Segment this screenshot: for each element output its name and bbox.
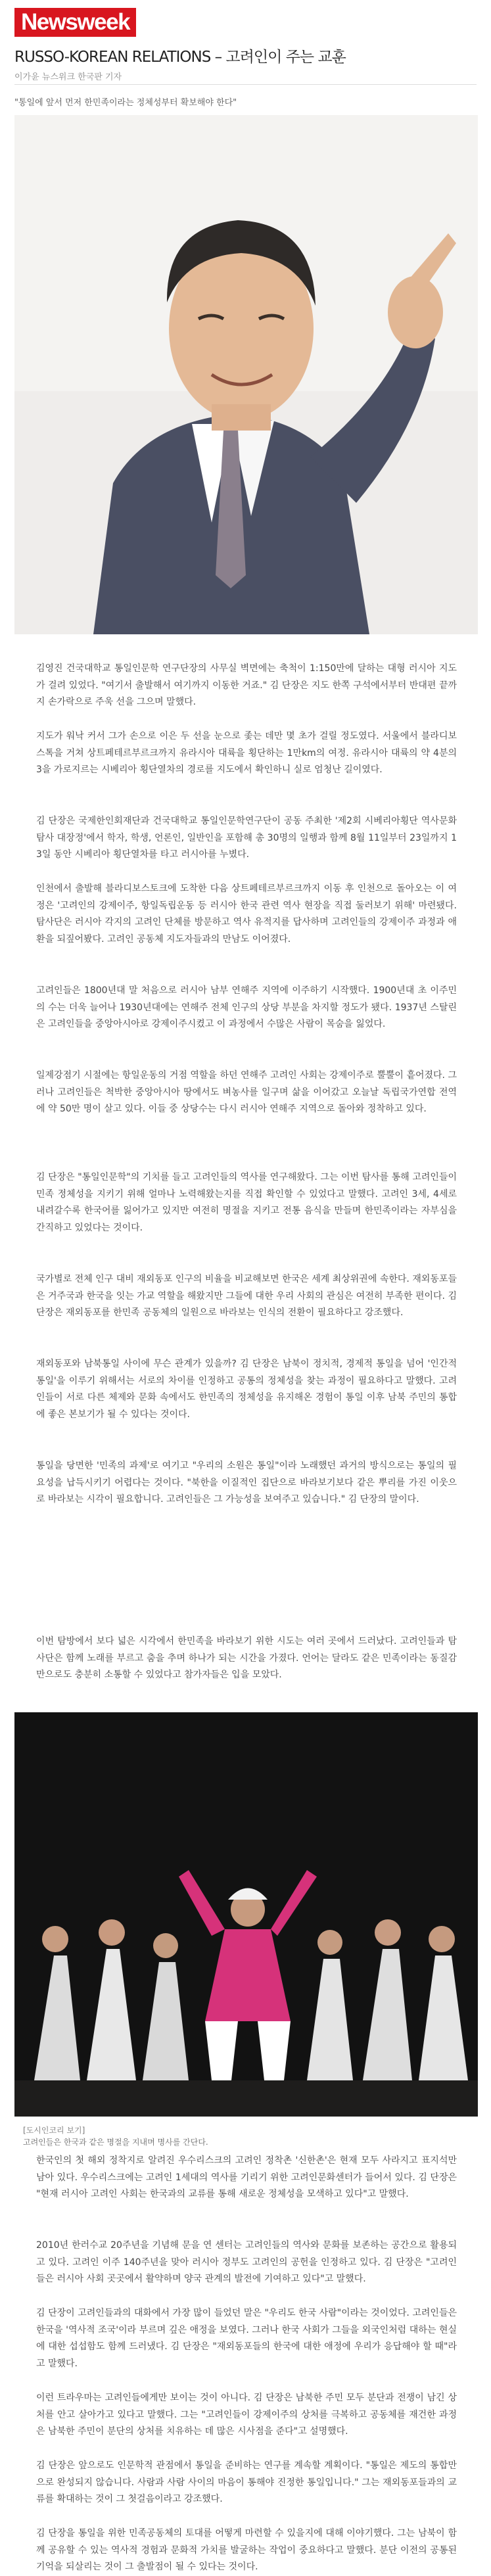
paragraph: 인천에서 출발해 블라디보스토크에 도착한 다음 상트페테르부르크까지 이동 후 인천으로 돌아오는 이 여정은 '고려인의 강제이주, 항일독립운동 등 러시아 한국 관련 역사 현장을 직접 둘러보기 위해' 마련됐다. 탐사단은 러시아 각지의 고려인 단체를 방문하고 역사 유적지를 답사하며 고려인들의 강제이주 과정과 애환을 되짚어봤다. 고려인 공동체 지도자들과의 만남도 이어졌다. <box>36 883 457 945</box>
paragraph: 김영진 건국대학교 통일인문학 연구단장의 사무실 벽면에는 축척이 1:150만에 달하는 대형 러시아 지도가 걸려 있었다. "여기서 출발해서 여기까지 이동한 거죠." 김 단장은 지도 한쪽 구석에서부터 반대편 끝까지 손가락으로 주욱 선을 그으며 말했다. <box>36 663 457 708</box>
paragraph: 2010년 한러수교 20주년을 기념해 문을 연 센터는 고려인들의 역사와 문화를 보존하는 공간으로 활용되고 있다. 고려인 이주 140주년을 맞아 러시아 정부도 고려인의 공헌을 인정하고 있다. 김 단장은 "고려인들은 러시아 사회 곳곳에서 활약하며 양국 관계의 발전에 기여하고 있다"고 말했다. <box>36 2240 457 2285</box>
performance-illustration <box>14 1712 478 2117</box>
paragraph: 고려인들은 1800년대 말 처음으로 러시아 남부 연해주 지역에 이주하기 시작했다. 1900년대 초 이주민의 수는 더욱 늘어나 1930년대에는 연해주 전체 인구의 상당 부분을 차지할 정도가 됐다. 1937년 스탈린은 고려인들을 중앙아시아로 강제이주시켰고 이 과정에서 수많은 사람이 목숨을 잃었다. <box>36 985 457 1030</box>
newsweek-logo[interactable]: Newsweek <box>14 8 136 37</box>
paragraph: 김 단장이 고려인들과의 대화에서 가장 많이 들었던 말은 "우리도 한국 사람"이라는 것이었다. 고려인들은 한국을 '역사적 조국'이라 부르며 깊은 애정을 보였다. 그러나 한국 사회가 그들을 외국인처럼 대하는 현실에 대한 섭섭함도 함께 드러냈다. 김 단장은 "재외동포들의 한국에 대한 애정에 우리가 응답해야 할 때"라고 말했다. <box>36 2308 457 2370</box>
paragraph: 이번 탐방에서 보다 넓은 시각에서 한민족을 바라보기 위한 시도는 여러 곳에서 드러났다. 고려인들과 탐사단은 함께 노래를 부르고 춤을 추며 하나가 되는 시간을 가졌다. 언어는 달라도 같은 민족이라는 동질감만으로도 충분히 소통할 수 있었다고 참가자들은 입을 모았다. <box>36 1636 457 1681</box>
paragraph: 김 단장을 통일을 위한 민족공동체의 토대를 어떻게 마련할 수 있을지에 대해 이야기했다. 그는 남북이 함께 공유할 수 있는 역사적 경험과 문화적 가치를 발굴하는 작업이 중요하다고 말했다. 분단 이전의 공통된 기억을 되살리는 것이 그 출발점이 될 수 있다는 것이다. <box>36 2528 457 2573</box>
paragraph: 지도가 워낙 커서 그가 손으로 이은 두 선을 눈으로 좇는 데만 몇 초가 걸릴 정도였다. 서울에서 블라디보스톡을 거쳐 상트페테르부르크까지 유라시아 대륙을 횡단하는 1만km의 여정. 유라시아 대륙의 약 4분의 3을 가로지르는 시베리아 횡단열차의 경로를 지도에서 확인하니 실로 엄청난 길이였다. <box>36 731 457 776</box>
paragraph: 김 단장은 "통일인문학"의 기치를 들고 고려인들의 역사를 연구해왔다. 그는 이번 탐사를 통해 고려인들이 민족 정체성을 지키기 위해 얼마나 노력해왔는지를 직접 확인할 수 있었다고 말했다. 고려인 3세, 4세로 내려갈수록 한국어를 잃어가고 있지만 여전히 명절을 지키고 전통 음식을 만들며 한민족이라는 자부심을 간직하고 있었다는 것이다. <box>36 1172 457 1234</box>
divider <box>14 84 477 85</box>
performance-photo <box>14 1712 478 2117</box>
paragraph: 일제강점기 시절에는 항일운동의 거점 역할을 하던 연해주 고려인 사회는 강제이주로 뿔뿔이 흩어졌다. 그러나 고려인들은 척박한 중앙아시아 땅에서도 벼농사를 일구며 삶을 이어갔고 오늘날 독립국가연합 전역에 약 50만 명이 살고 있다. 이들 중 상당수는 다시 러시아 연해주 지역으로 돌아와 정착하고 있다. <box>36 1070 457 1115</box>
article-headline: RUSSO-KOREAN RELATIONS – 고려인이 주는 교훈 <box>14 49 346 66</box>
photo-caption <box>23 2124 208 2148</box>
portrait-photo <box>14 115 478 634</box>
paragraph: 김 단장은 국제한인회재단과 건국대학교 통일인문학연구단이 공동 주최한 '제2회 시베리아횡단 역사문화 탐사 대장정'에서 학자, 학생, 언론인, 일반인을 포함해 총 30명의 일행과 함께 8월 11일부터 23일까지 13일 동안 시베리아 횡단열차를 타고 러시아를 누볐다. <box>36 816 457 860</box>
byline: 이가윤 뉴스위크 한국판 기자 <box>14 72 122 82</box>
paragraph: 재외동포와 남북통일 사이에 무슨 관계가 있을까? 김 단장은 남북이 정치적, 경제적 통일을 넘어 '인간적 통일'을 이루기 위해서는 서로의 차이를 인정하고 공통의 정체성을 찾는 과정이 필요하다고 말했다. 고려인들이 서로 다른 체제와 문화 속에서도 한민족의 정체성을 유지해온 경험이 통일 이후 남북 주민의 통합에 좋은 본보기가 될 수 있다는 것이다. <box>36 1359 457 1420</box>
paragraph: 한국인의 첫 해외 정착지로 알려진 우수리스크의 고려인 정착촌 '신한촌'은 현재 모두 사라지고 표지석만 남아 있다. 우수리스크에는 고려인 1세대의 역사를 기리기 위한 고려인문화센터가 들어서 있다. 김 단장은 "현재 러시아 고려인 사회는 한국과의 교류를 통해 새로운 정체성을 모색하고 있다"고 말했다. <box>36 2155 457 2200</box>
portrait-illustration <box>14 115 478 634</box>
paragraph: 국가별로 전체 인구 대비 재외동포 인구의 비율을 비교해보면 한국은 세계 최상위권에 속한다. 재외동포들은 거주국과 한국을 잇는 가교 역할을 해왔지만 그들에 대한 우리 사회의 관심은 여전히 부족한 편이다. 김 단장은 재외동포를 한민족 공동체의 일원으로 바라보는 인식의 전환이 필요하다고 강조했다. <box>36 1274 457 1319</box>
caption-label[interactable]: [도시인코리 보기] <box>23 2126 85 2135</box>
paragraph: 통일을 당면한 '민족의 과제'로 여기고 "우리의 소원은 통일"이라 노래했던 과거의 방식으로는 통일의 필요성을 납득시키기 어렵다는 것이다. "북한을 이질적인 집단으로 바라보기보다 같은 뿌리를 가진 이웃으로 바라보는 시각이 필요합니다. 고려인들은 그 가능성을 보여주고 있습니다." 김 단장의 말이다. <box>36 1461 457 1505</box>
paragraph: 이런 트라우마는 고려인들에게만 보이는 것이 아니다. 김 단장은 남북한 주민 모두 분단과 전쟁이 남긴 상처를 안고 살아가고 있다고 말했다. 그는 "고려인들이 강제이주의 상처를 극복하고 공동체를 재건한 과정은 남북한 주민이 분단의 상처를 치유하는 데 많은 시사점을 준다"고 설명했다. <box>36 2393 457 2437</box>
article-summary: "통일에 앞서 먼저 한민족이라는 정체성부터 확보해야 한다" <box>14 98 237 108</box>
caption-text: 고려인들은 한국과 같은 명절을 지내며 명사를 간단다. <box>23 2138 208 2147</box>
paragraph: 김 단장은 앞으로도 인문학적 관점에서 통일을 준비하는 연구를 계속할 계획이다. "통일은 제도의 통합만으로 완성되지 않습니다. 사람과 사람 사이의 마음이 통해야 진정한 통일입니다." 그는 재외동포들과의 교류를 확대하는 것이 그 첫걸음이라고 강조했다. <box>36 2460 457 2505</box>
